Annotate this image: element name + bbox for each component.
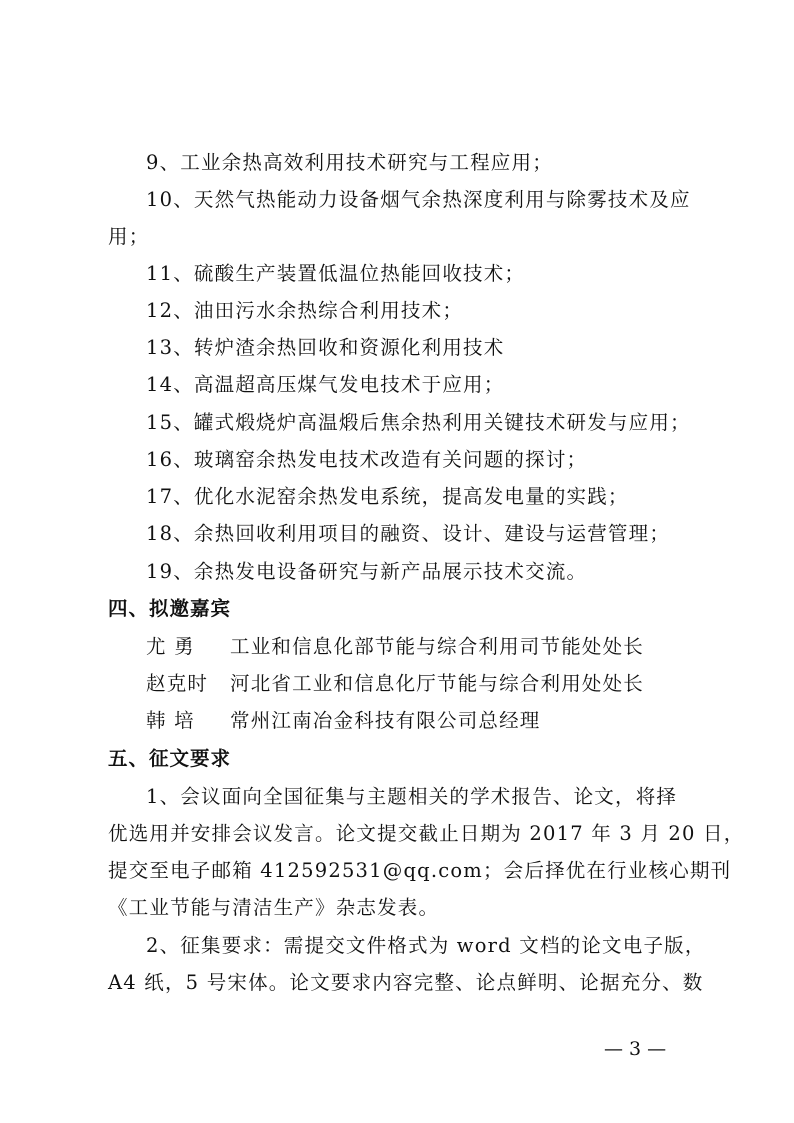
section-5-heading: 五、征文要求 <box>108 747 232 770</box>
list-item-10: 10、天然气热能动力设备烟气余热深度利用与除雾技术及应 <box>146 188 691 211</box>
list-item-18: 18、余热回收利用项目的融资、设计、建设与运营管理； <box>146 522 671 545</box>
list-item-15: 15、罐式煅烧炉高温煅后焦余热利用关键技术研发与应用； <box>146 411 691 434</box>
list-item-11: 11、硫酸生产装置低温位热能回收技术； <box>146 262 526 285</box>
list-item-16: 16、玻璃窑余热发电技术改造有关问题的探讨； <box>146 448 588 471</box>
guest-row <box>146 634 746 660</box>
paragraph-line: 2、征集要求：需提交文件格式为 word 文档的论文电子版， <box>146 934 706 957</box>
list-item-17: 17、优化水泥窑余热发电系统，提高发电量的实践； <box>146 485 629 508</box>
guest-title: 河北省工业和信息化厅节能与综合利用处处长 <box>230 672 645 695</box>
guest-title: 工业和信息化部节能与综合利用司节能处处长 <box>230 635 645 658</box>
list-item-12: 12、油田污水余热综合利用技术； <box>146 299 464 322</box>
guest-name: 尤 勇 <box>146 635 195 658</box>
guest-row <box>146 708 746 734</box>
guest-name: 赵克时 <box>146 672 209 695</box>
paragraph-line: 1、会议面向全国征集与主题相关的学术报告、论文，将择 <box>146 785 678 808</box>
paragraph-line: 《工业节能与清洁生产》杂志发表。 <box>108 896 440 919</box>
guest-row <box>146 671 746 697</box>
list-item-9: 9、工业余热高效利用技术研究与工程应用； <box>146 151 553 174</box>
list-item-10-continuation: 用； <box>108 225 150 248</box>
paragraph-line: 优选用并安排会议发言。论文提交截止日期为 2017 年 3 月 20 日， <box>108 822 745 845</box>
paragraph-line: 提交至电子邮箱 412592531@qq.com；会后择优在行业核心期刊 <box>108 859 732 882</box>
list-item-14: 14、高温超高压煤气发电技术于应用； <box>146 373 505 396</box>
list-item-19: 19、余热发电设备研究与新产品展示技术交流。 <box>146 560 588 583</box>
list-item-13: 13、转炉渣余热回收和资源化利用技术 <box>146 336 505 359</box>
section-4-heading: 四、拟邀嘉宾 <box>108 597 232 620</box>
guest-name: 韩 培 <box>146 709 195 732</box>
page-number: — 3 — <box>604 1038 667 1060</box>
guest-title: 常州江南冶金科技有限公司总经理 <box>230 709 541 732</box>
paragraph-line: A4 纸，5 号宋体。论文要求内容完整、论点鲜明、论据充分、数 <box>108 971 704 994</box>
